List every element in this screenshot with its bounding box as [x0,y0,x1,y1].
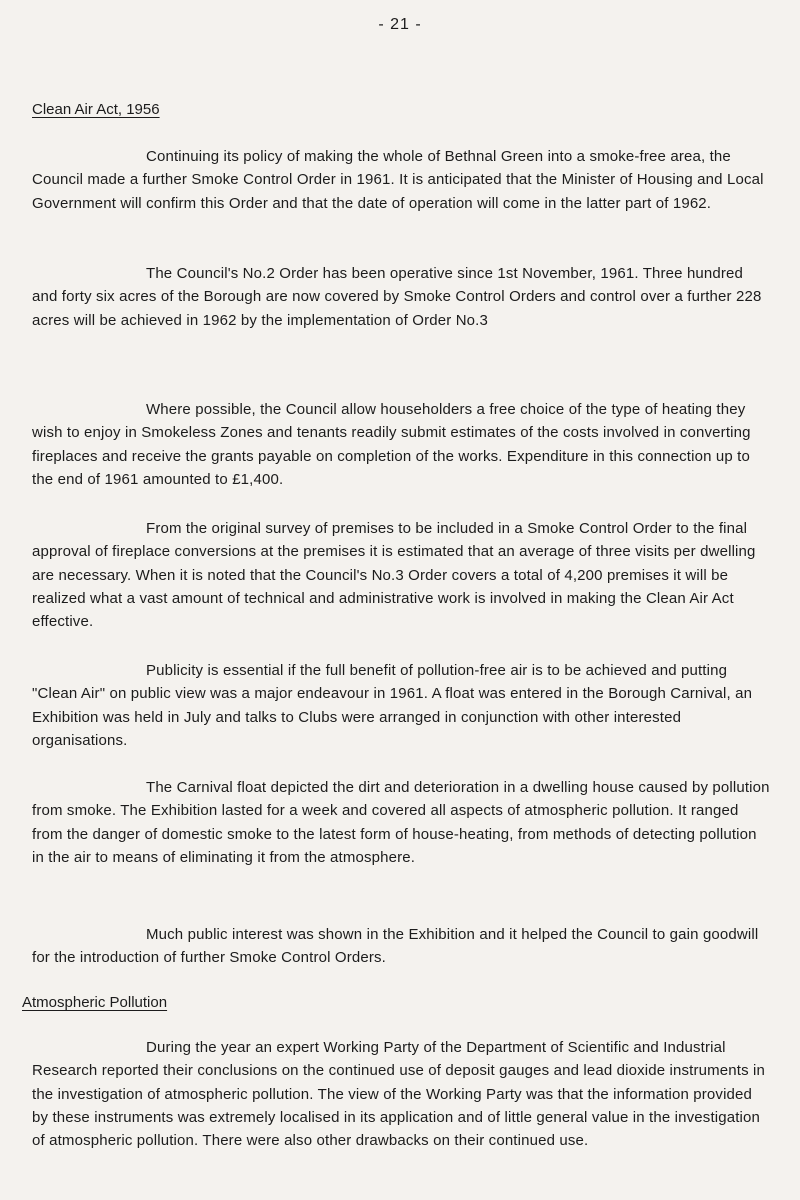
section-heading-clean-air-act: Clean Air Act, 1956 [32,101,160,118]
section-heading-atmospheric-pollution: Atmospheric Pollution [22,994,168,1011]
page-number: - 21 - [378,16,422,33]
paragraph: Publicity is essential if the full benefit of pollution-free air is to be achieved and putting "Clean Air" on public view was a major endeavour in 1961. A float was entered in the Borough Carnival, an Exhibition was held in July and talks to Clubs were arranged in conjunction with other interested organisations. [32,662,753,749]
paragraph: From the original survey of premises to be included in a Smoke Control Order to the final approval of fireplace conversions at the premises it is estimated that an average of three visits per dwelling are necessary. When it is noted that the Council's No.3 Order covers a total of 4,200 premises it will be realized what a vast amount of technical and administrative work is involved in making the Clean Air Act effective. [32,520,756,631]
paragraph: During the year an expert Working Party of the Department of Scientific and Industrial Research reported their conclusions on the continued use of deposit gauges and lead dioxide instruments in the investigation of atmospheric pollution. The view of the Working Party was that the information provided by these instruments was extremely localised in its application and of little general value in the investigation of atmospheric pollution. There were also other drawbacks on their continued use. [32,1039,766,1150]
paragraph: Much public interest was shown in the Exhibition and it helped the Council to gain goodwill for the introduction of further Smoke Control Orders. [32,926,759,967]
paragraph: The Carnival float depicted the dirt and deterioration in a dwelling house caused by pollution from smoke. The Exhibition lasted for a week and covered all aspects of atmospheric pollution. It ranged from the danger of domestic smoke to the latest form of house-heating, from methods of detecting pollution in the air to means of eliminating it from the atmosphere. [32,779,770,866]
paragraph: The Council's No.2 Order has been operative since 1st November, 1961. Three hundred and forty six acres of the Borough are now covered by Smoke Control Orders and control over a further 228 acres will be achieved in 1962 by the implementation of Order No.3 [32,265,762,329]
paragraph: Continuing its policy of making the whole of Bethnal Green into a smoke-free area, the Council made a further Smoke Control Order in 1961. It is anticipated that the Minister of Housing and Local Government will confirm this Order and that the date of operation will come in the latter part of 1962. [32,148,764,212]
paragraph: Where possible, the Council allow householders a free choice of the type of heating they wish to enjoy in Smokeless Zones and tenants readily submit estimates of the costs involved in converting fireplaces and receive the grants payable on completion of the works. Expenditure in this connection up to the end of 1961 amounted to £1,400. [32,401,751,488]
